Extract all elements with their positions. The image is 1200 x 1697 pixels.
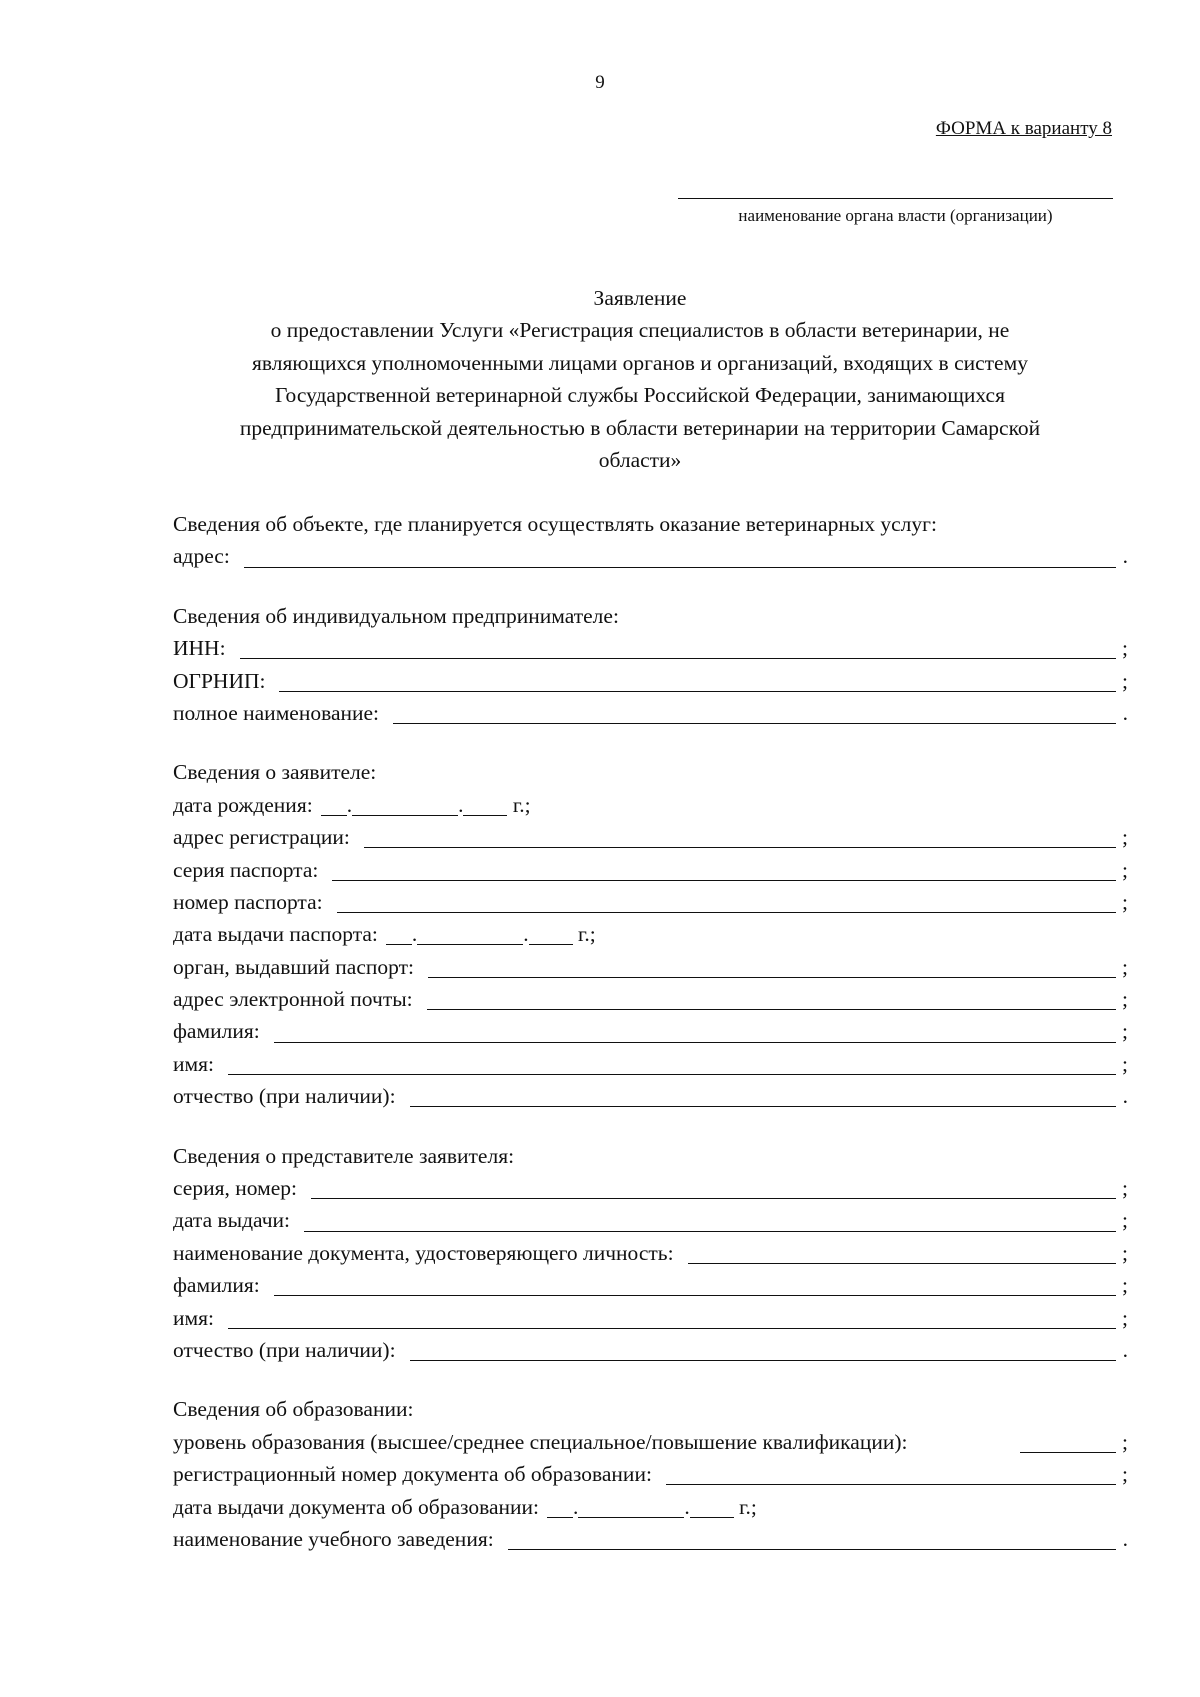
end-punct: . (1122, 700, 1128, 725)
passport-issuer-field[interactable] (428, 956, 1116, 978)
date-dot: . (458, 792, 464, 817)
end-punct: ; (1122, 1051, 1128, 1076)
field-label: имя: (173, 1051, 214, 1076)
passport-issue-date-field[interactable] (386, 918, 596, 950)
year-suffix: г.; (739, 1494, 757, 1519)
field-label: номер паспорта: (173, 889, 323, 914)
field-label: орган, выдавший паспорт: (173, 954, 414, 979)
end-punct: ; (1122, 1019, 1128, 1044)
end-punct: . (1122, 1337, 1128, 1362)
year-suffix: г.; (512, 792, 531, 817)
row-birth-date (173, 789, 1128, 821)
name-field[interactable] (228, 1053, 1116, 1075)
row-full-name (173, 697, 1128, 729)
end-punct: . (1122, 1084, 1128, 1109)
row-patronymic (173, 1080, 1128, 1112)
end-punct: ; (1122, 1240, 1128, 1265)
end-punct: ; (1122, 1208, 1128, 1233)
object-address-field[interactable] (244, 546, 1116, 568)
rep-surname-field[interactable] (274, 1274, 1116, 1296)
page-number: 9 (595, 72, 605, 93)
row-surname (173, 1015, 1128, 1047)
title-line: области» (598, 448, 682, 473)
rep-series-number-field[interactable] (311, 1177, 1116, 1199)
field-label: уровень образования (высшее/среднее специальное/повышение квалификации): (173, 1429, 908, 1454)
field-label: наименование документа, удостоверяющего личность: (173, 1240, 674, 1265)
month-blank[interactable] (417, 923, 523, 945)
field-label: дата выдачи: (173, 1208, 291, 1233)
patronymic-field[interactable] (410, 1085, 1116, 1107)
title-line: являющихся уполномоченными лицами органов и организаций, входящих в систему (252, 350, 1028, 375)
field-label: имя: (173, 1305, 214, 1330)
row-passport-issuer (173, 951, 1128, 983)
edu-institution-field[interactable] (508, 1528, 1116, 1550)
full-name-field[interactable] (393, 702, 1116, 724)
section-heading: Сведения о представителе заявителя: (173, 1143, 515, 1168)
field-label: адрес: (173, 544, 230, 569)
title-line: Заявление (593, 286, 687, 310)
rep-patronymic-field[interactable] (410, 1339, 1116, 1361)
date-dot: . (411, 922, 418, 947)
email-field[interactable] (427, 988, 1116, 1010)
field-label: полное наименование: (173, 700, 380, 725)
form-reference: ФОРМА к варианту 8 (935, 118, 1112, 139)
inn-field[interactable] (240, 637, 1116, 659)
end-punct: ; (1122, 954, 1128, 979)
document-title (160, 282, 1120, 476)
section-heading: Сведения об образовании: (173, 1397, 414, 1422)
year-blank[interactable] (690, 1496, 734, 1518)
row-edu-reg-number (173, 1458, 1128, 1490)
field-label: регистрационный номер документа об образовании: (173, 1462, 652, 1487)
field-label: отчество (при наличии): (173, 1337, 396, 1362)
year-blank[interactable] (529, 923, 573, 945)
row-rep-surname (173, 1269, 1128, 1301)
row-rep-patronymic (173, 1334, 1128, 1366)
edu-issue-date-field[interactable] (547, 1491, 757, 1523)
end-punct: ; (1122, 668, 1128, 693)
edu-level-field[interactable] (1020, 1431, 1116, 1453)
year-suffix: г.; (578, 922, 596, 947)
day-blank[interactable] (547, 1496, 573, 1518)
field-label: адрес электронной почты: (173, 987, 413, 1012)
rep-issue-date-field[interactable] (304, 1210, 1116, 1232)
field-label: дата выдачи документа об образовании: (173, 1494, 540, 1519)
ogrnip-field[interactable] (279, 670, 1116, 692)
row-passport-number (173, 886, 1128, 918)
section-heading: Сведения об индивидуальном предпринимателе: (173, 603, 619, 628)
org-name-field[interactable] (678, 198, 1113, 199)
section-object (173, 508, 1128, 573)
reg-address-field[interactable] (364, 826, 1116, 848)
birth-date-field[interactable] (321, 789, 531, 821)
end-punct: ; (1122, 825, 1128, 850)
end-punct: ; (1122, 1429, 1128, 1454)
field-label: адрес регистрации: (173, 825, 350, 850)
title-line: о предоставлении Услуги «Регистрация специалистов в области ветеринарии, не (270, 318, 1010, 343)
passport-series-field[interactable] (332, 859, 1116, 881)
field-label: фамилия: (173, 1273, 260, 1298)
field-label: серия паспорта: (173, 857, 319, 882)
row-edu-institution (173, 1523, 1128, 1555)
row-ogrnip (173, 665, 1128, 697)
end-punct: . (1122, 544, 1128, 569)
field-label: дата выдачи паспорта: (173, 922, 378, 947)
rep-id-doc-field[interactable] (688, 1242, 1116, 1264)
title-line: предпринимательской деятельностью в области ветеринарии на территории Самарской (239, 415, 1041, 440)
field-label: ОГРНИП: (173, 668, 266, 693)
end-punct: ; (1122, 889, 1128, 914)
row-passport-series (173, 854, 1128, 886)
section-heading: Сведения о заявителе: (173, 760, 377, 785)
org-name-caption: наименование органа власти (организации) (738, 206, 1053, 225)
date-dot: . (523, 922, 529, 947)
surname-field[interactable] (274, 1021, 1116, 1043)
row-rep-series-number (173, 1172, 1128, 1204)
title-line: Государственной ветеринарной службы Российской Федерации, занимающихся (275, 383, 1005, 408)
row-passport-issue-date (173, 918, 1128, 950)
date-dot: . (346, 792, 353, 817)
field-label: ИНН: (173, 636, 226, 661)
row-edu-issue-date (173, 1491, 1128, 1523)
field-label: фамилия: (173, 1019, 260, 1044)
end-punct: . (1122, 1526, 1128, 1551)
end-punct: ; (1122, 1273, 1128, 1298)
row-rep-id-doc (173, 1237, 1128, 1269)
day-blank[interactable] (386, 923, 412, 945)
row-object-address (173, 540, 1128, 572)
date-dot: . (684, 1494, 690, 1519)
date-dot: . (573, 1494, 579, 1519)
end-punct: ; (1122, 1176, 1128, 1201)
section-education (173, 1393, 1128, 1555)
row-reg-address (173, 821, 1128, 853)
day-blank[interactable] (321, 794, 347, 816)
year-blank[interactable] (463, 794, 507, 816)
row-name (173, 1048, 1128, 1080)
row-rep-name (173, 1302, 1128, 1334)
field-label: наименование учебного заведения: (173, 1526, 494, 1551)
section-representative (173, 1140, 1128, 1367)
row-email (173, 983, 1128, 1015)
field-label: дата рождения: (173, 792, 313, 817)
end-punct: ; (1122, 1462, 1128, 1487)
section-heading: Сведения об объекте, где планируется осуществлять оказание ветеринарных услуг: (173, 512, 937, 536)
end-punct: ; (1122, 857, 1128, 882)
month-blank[interactable] (578, 1496, 684, 1518)
field-label: серия, номер: (173, 1176, 297, 1201)
section-entrepreneur (173, 600, 1128, 730)
passport-number-field[interactable] (337, 891, 1116, 913)
section-applicant (173, 756, 1128, 1112)
end-punct: ; (1122, 1305, 1128, 1330)
end-punct: ; (1122, 636, 1128, 661)
rep-name-field[interactable] (228, 1307, 1116, 1329)
row-rep-issue-date (173, 1204, 1128, 1236)
end-punct: ; (1122, 987, 1128, 1012)
field-label: отчество (при наличии): (173, 1084, 396, 1109)
row-edu-level (173, 1426, 1128, 1458)
form-fields (173, 508, 1128, 1582)
edu-reg-number-field[interactable] (666, 1463, 1116, 1485)
month-blank[interactable] (352, 794, 458, 816)
row-inn (173, 632, 1128, 664)
